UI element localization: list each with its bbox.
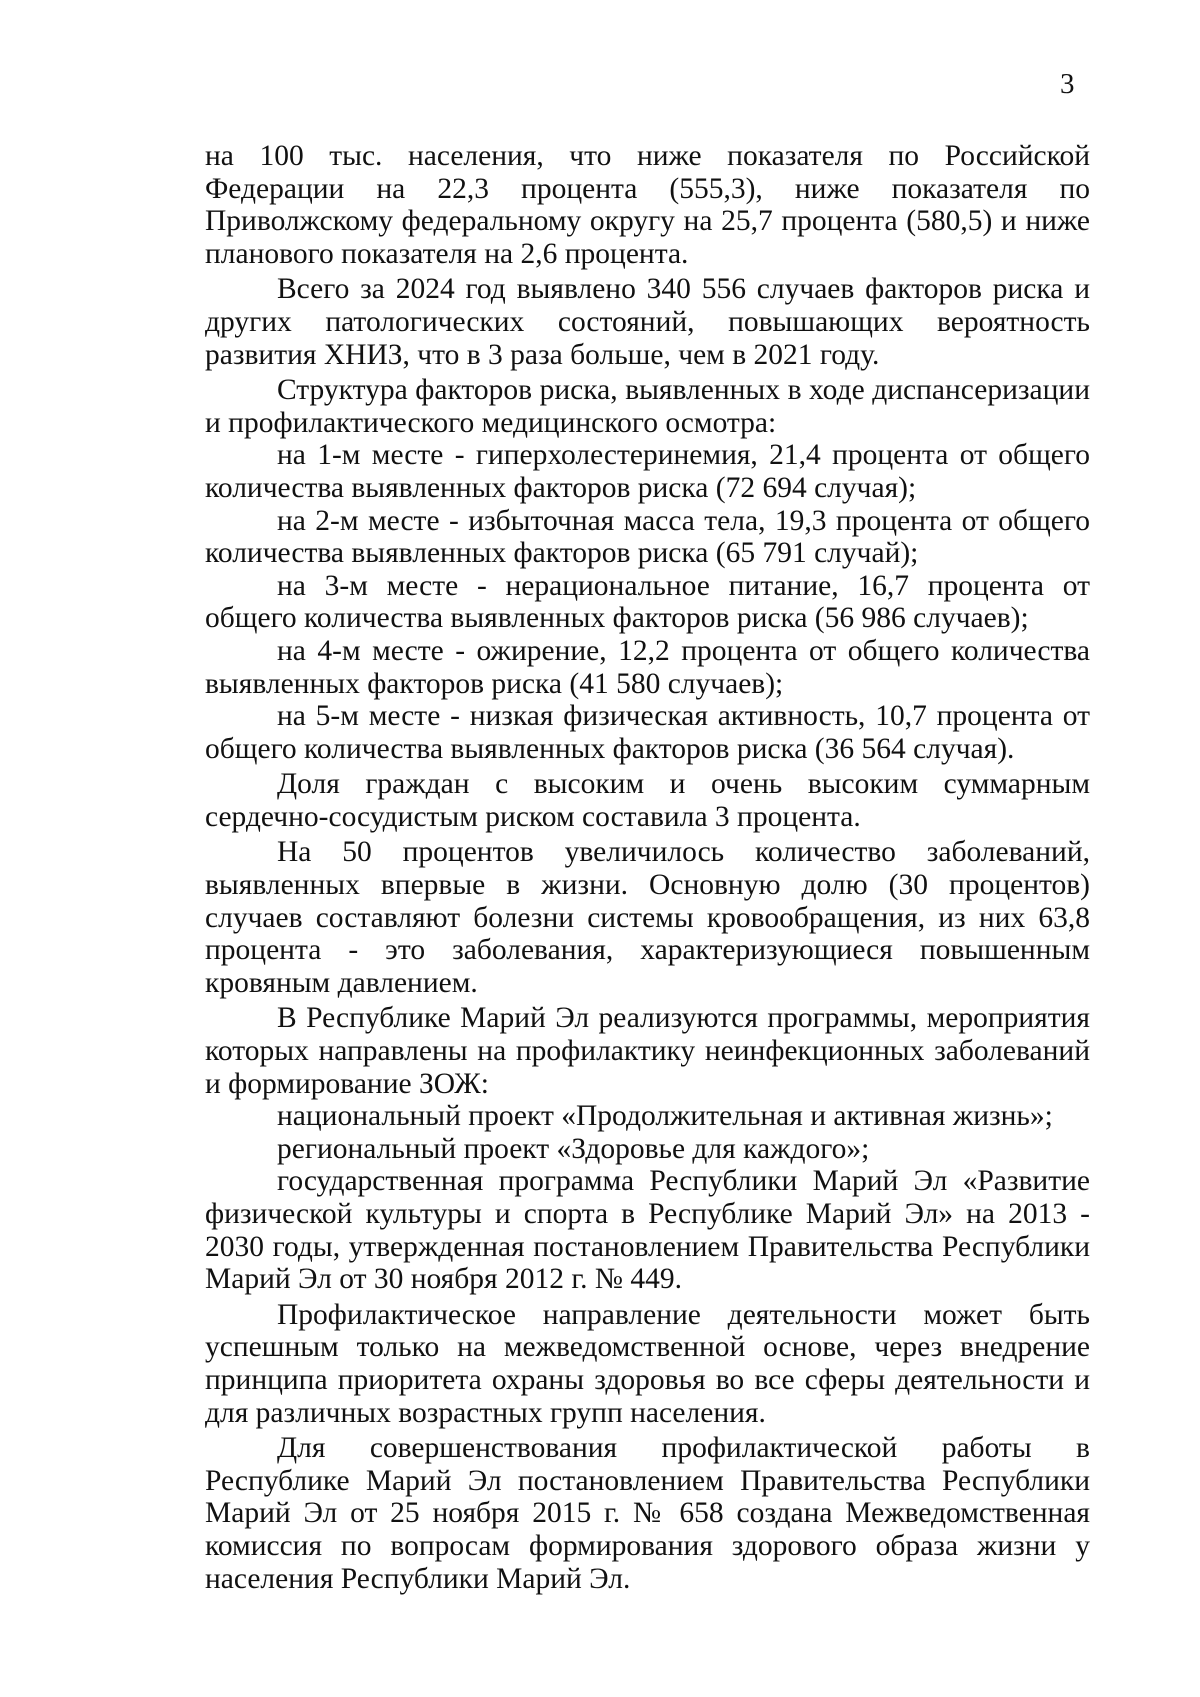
list-item-rank-1: на 1-м месте - гиперхолестеринемия, 21,4 процента от общего количества выявленных факторов риска (72 694 случая);	[205, 439, 1090, 504]
list-item-rank-5: на 5-м месте - низкая физическая активность, 10,7 процента от общего количества выявленных факторов риска (36 564 случая).	[205, 700, 1090, 765]
paragraph-population-rate: на 100 тыс. населения, что ниже показателя по Российской Федерации на 22,3 процента (555,3), ниже показателя по Приволжскому федеральному округу на 25,7 процента (580,5) и ниже планового показателя на 2,6 процента.	[205, 140, 1090, 270]
paragraph-interagency-commission: Для совершенствования профилактической работы в Республике Марий Эл постановлением Правительства Республики Марий Эл от 25 ноября 2015 г. № 658 создана Межведомственная комиссия по вопросам формирования здорового образа жизни у населения Республики Марий Эл.	[205, 1432, 1090, 1595]
paragraph-interagency-basis: Профилактическое направление деятельности может быть успешным только на межведомственной основе, через внедрение принципа приоритета охраны здоровья во все сферы деятельности и для различных возрастных групп населения.	[205, 1298, 1090, 1429]
paragraph-risk-structure: Структура факторов риска, выявленных в ходе диспансеризации и профилактического медицинского осмотра:	[205, 374, 1090, 439]
body-text	[205, 140, 1090, 1595]
paragraph-programs-intro: В Республике Марий Эл реализуются программы, мероприятия которых направлены на профилактику неинфекционных заболеваний и формирование ЗОЖ:	[205, 1002, 1090, 1100]
list-item-national-project: национальный проект «Продолжительная и активная жизнь»;	[277, 1100, 1053, 1133]
paragraph-cardio-risk: Доля граждан с высоким и очень высоким суммарным сердечно-сосудистым риском составила 3 процента.	[205, 768, 1090, 833]
list-item-rank-3: на 3-м месте - нерациональное питание, 16,7 процента от общего количества выявленных факторов риска (56 986 случаев);	[205, 569, 1090, 635]
list-item-state-program: государственная программа Республики Марий Эл «Развитие физической культуры и спорта в Республике Марий Эл» на 2013 - 2030 годы, утвержденная постановлением Правительства Республики Марий Эл от 30 ноября 2012 г. № 449.	[205, 1165, 1090, 1296]
list-item-rank-2: на 2-м месте - избыточная масса тела, 19,3 процента от общего количества выявленных факторов риска (65 791 случай);	[205, 504, 1090, 570]
list-item-regional-project: региональный проект «Здоровье для каждого»;	[277, 1132, 870, 1165]
paragraph-new-diseases: На 50 процентов увеличилось количество заболеваний, выявленных впервые в жизни. Основную долю (30 процентов) случаев составляют болезни системы кровообращения, из них 63,8 процента - это заболевания, характеризующиеся повышенным кровяным давлением.	[205, 836, 1090, 999]
list-item-rank-4: на 4-м месте - ожирение, 12,2 процента от общего количества выявленных факторов риска (41 580 случаев);	[205, 634, 1090, 700]
page-number: 3	[1060, 68, 1075, 100]
paragraph-risk-factors-total: Всего за 2024 год выявлено 340 556 случаев факторов риска и других патологических состояний, повышающих вероятность развития ХНИЗ, что в 3 раза больше, чем в 2021 году.	[205, 273, 1090, 371]
